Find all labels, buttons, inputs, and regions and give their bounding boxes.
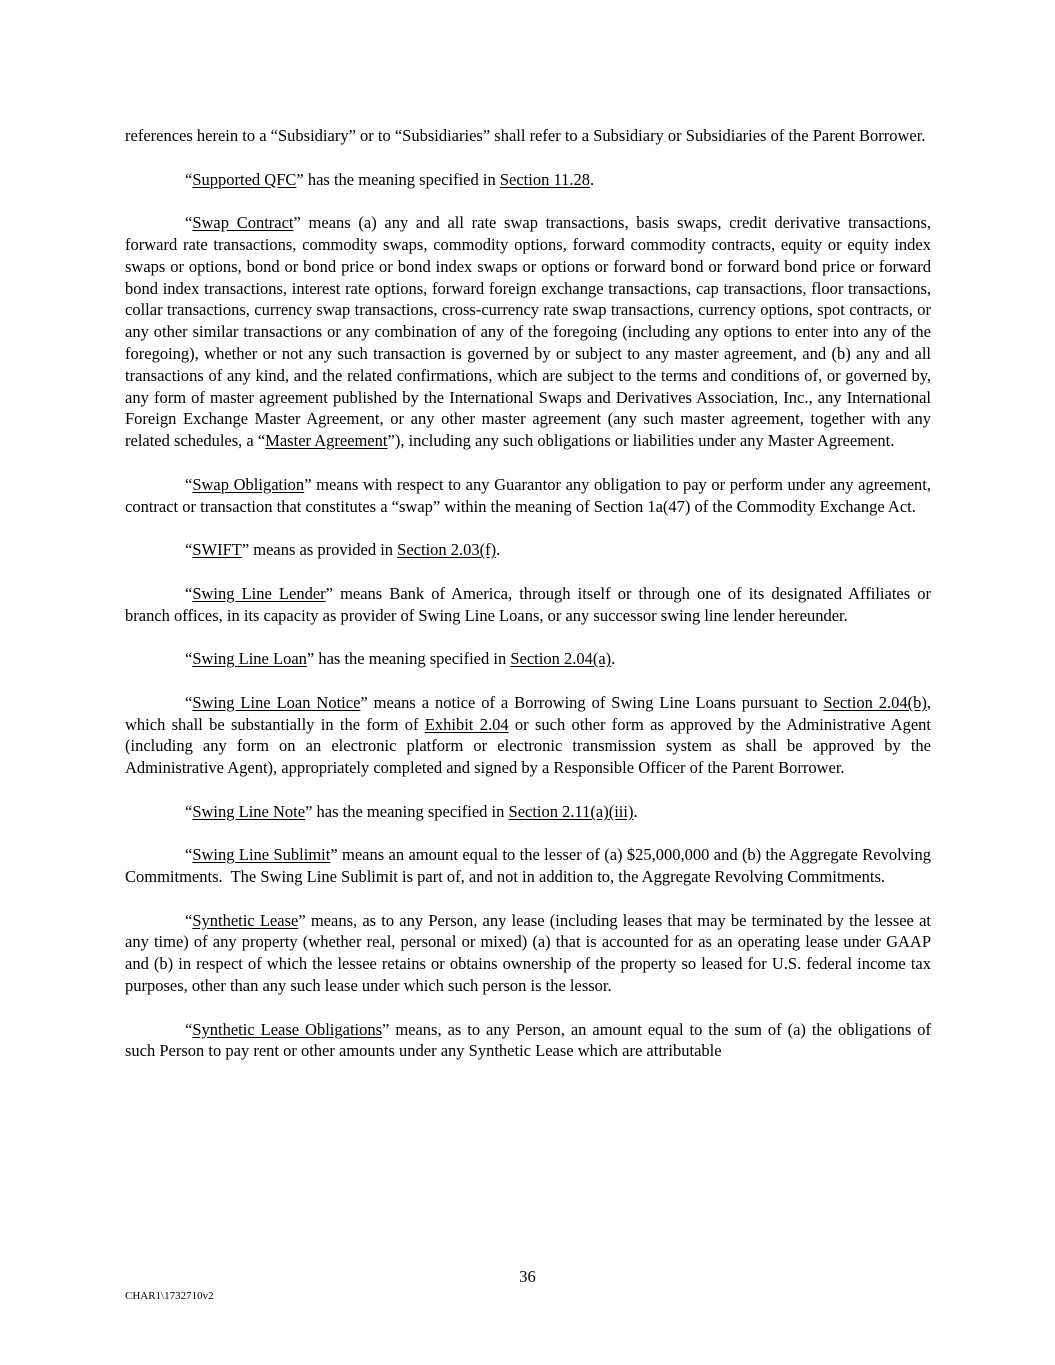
definition-synthetic-lease-obligations: “Synthetic Lease Obligations” means, as to any Person, an amount equal to the sum of (a) the obligations of such Person to pay rent or other amounts under any Synthetic Lease which are attributable bbox=[125, 1019, 931, 1061]
defined-term: SWIFT bbox=[192, 540, 242, 560]
definition-swing-line-lender: “Swing Line Lender” means Bank of America, through itself or through one of its designated Affiliates or branch offices, in its capacity as provider of Swing Line Loans, or any successor swing line lender hereunder. bbox=[125, 583, 931, 625]
section-reference: Section 2.04(b) bbox=[823, 692, 927, 712]
definition-swing-line-sublimit: “Swing Line Sublimit” means an amount equal to the lesser of (a) $25,000,000 and (b) the Aggregate Revolving Commitments. The Swing Line Sublimit is part of, and not in addition to, the Aggregate Revolving Commitments. bbox=[125, 845, 936, 887]
defined-term: Swing Line Lender bbox=[192, 583, 326, 603]
definition-swift: “SWIFT” means as provided in Section 2.03(f). bbox=[185, 540, 501, 560]
defined-term: Swap Obligation bbox=[192, 474, 305, 494]
body-text bbox=[125, 125, 936, 1084]
definition-swing-line-loan-notice: “Swing Line Loan Notice” means a notice of a Borrowing of Swing Line Loans pursuant to Section 2.04(b), which shall be substantially in the form of Exhibit 2.04 or such other form as approved by the Administrative Agent (including any form on an electronic platform or electronic transmission system as shall be approved by the Administrative Agent), appropriately completed and signed by a Responsible Officer of the Parent Borrower. bbox=[125, 692, 932, 778]
definition-supported-qfc: “Supported QFC” has the meaning specified in Section 11.28. bbox=[185, 169, 595, 189]
defined-term: Master Agreement bbox=[265, 431, 388, 451]
definition-swap-obligation: “Swap Obligation” means with respect to any Guarantor any obligation to pay or perform under any agreement, contract or transaction that constitutes a “swap” within the meaning of Section 1a(47) of the Commodity Exchange Act. bbox=[125, 474, 931, 516]
defined-term: Synthetic Lease Obligations bbox=[192, 1019, 383, 1039]
defined-term: Swap Contract bbox=[192, 213, 294, 233]
section-reference: Section 2.11(a)(iii) bbox=[508, 801, 634, 821]
paragraph-subsidiary-continuation: references herein to a “Subsidiary” or to “Subsidiaries” shall refer to a Subsidiary or Subsidiaries of the Parent Borrower. bbox=[125, 126, 926, 145]
section-reference: Section 2.04(a) bbox=[510, 649, 612, 669]
exhibit-reference: Exhibit 2.04 bbox=[424, 714, 509, 734]
page-number: 36 bbox=[519, 1267, 536, 1286]
defined-term: Swing Line Note bbox=[192, 801, 306, 821]
definition-swap-contract: “Swap Contract” means (a) any and all rate swap transactions, basis swaps, credit derivative transactions, forward rate transactions, commodity swaps, commodity options, forward commodity contracts, equity or equity index swaps or options, bond or bond price or bond index swaps or options or forward bond or forward bond price or forward bond index transactions, interest rate options, forward foreign exchange transactions, cap transactions, floor transactions, collar transactions, currency swap transactions, cross-currency rate swap transactions, currency options, spot contracts, or any other similar transactions or any combination of any of the foregoing (including any options to enter into any of the foregoing), whether or not any such transaction is governed by or subject to any master agreement, and (b) any and all transactions of any kind, and the related confirmations, which are subject to the terms and conditions of, or governed by, any form of master agreement published by the International Swaps and Derivatives Association, Inc., any International Foreign Exchange Master Agreement, or any other master agreement (any such master agreement, together with any related schedules, a “Master Agreement”), including any such obligations or liabilities under any Master Agreement. bbox=[125, 213, 932, 451]
defined-term: Swing Line Loan Notice bbox=[192, 692, 361, 712]
definition-swing-line-note: “Swing Line Note” has the meaning specified in Section 2.11(a)(iii). bbox=[185, 801, 638, 821]
section-reference: Section 11.28 bbox=[499, 169, 590, 189]
defined-term: Swing Line Sublimit bbox=[192, 845, 331, 865]
document-id: CHAR1\1732710v2 bbox=[125, 1290, 214, 1302]
defined-term: Synthetic Lease bbox=[192, 910, 299, 930]
defined-term: Swing Line Loan bbox=[192, 649, 307, 669]
definition-synthetic-lease: “Synthetic Lease” means, as to any Person, any lease (including leases that may be terminated by the lessee at any time) of any property (whether real, personal or mixed) (a) that is accounted for as an operating lease under GAAP and (b) in respect of which the lessee retains or obtains ownership of the property so leased for U.S. federal income tax purposes, other than any such lease under which such person is the lessor. bbox=[125, 910, 931, 996]
defined-term: Supported QFC bbox=[192, 169, 297, 189]
section-reference: Section 2.03(f) bbox=[397, 540, 497, 560]
definition-swing-line-loan: “Swing Line Loan” has the meaning specified in Section 2.04(a). bbox=[185, 649, 616, 669]
